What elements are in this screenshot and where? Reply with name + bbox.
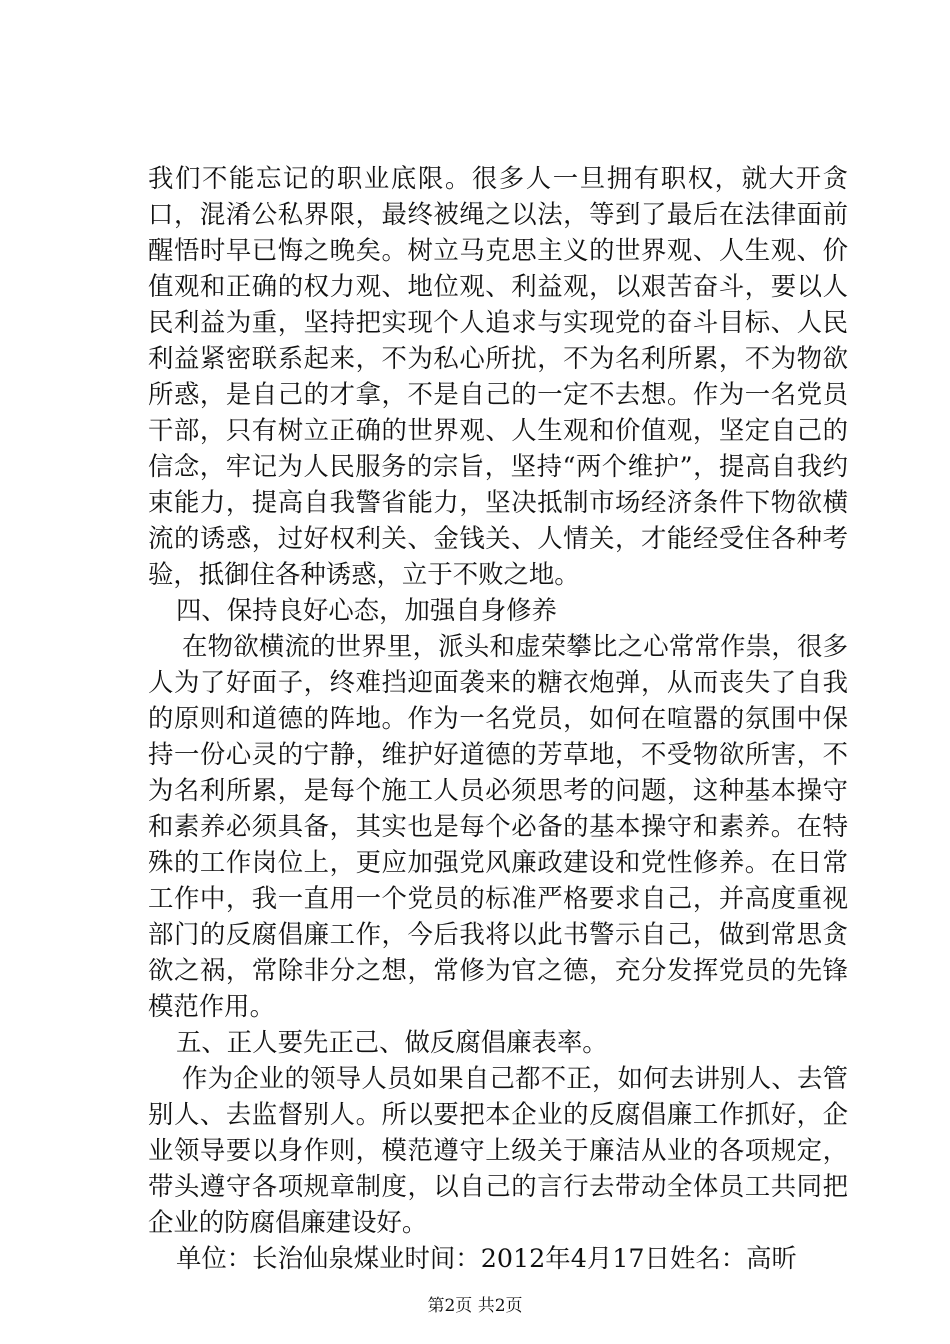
paragraph-mindset: 在物欲横流的世界里，派头和虚荣攀比之心常常作祟，很多人为了好面子，终难挡迎面袭来的糖衣炮弹，从而丧失了自我的原则和道德的阵地。作为一名党员，如何在喧嚣的氛围中保持一份心灵的宁静，维护好道德的芳草地，不受物欲所害，不为名利所累，是每个施工人员必须思考的问题，这种基本操守和素养必须具备，其实也是每个必备的基本操守和素养。在特殊的工作岗位上，更应加强党风廉政建设和党性修养。在日常工作中，我一直用一个党员的标准严格要求自己，并高度重视部门的反腐倡廉工作，今后我将以此书警示自己，做到常思贪欲之祸，常除非分之想，常修为官之德，充分发挥党员的先锋模范作用。 <box>148 631 848 1021</box>
paragraph-continuation: 我们不能忘记的职业底限。很多人一旦拥有职权，就大开贪口，混淆公私界限，最终被绳之以法，等到了最后在法律面前醒悟时早已悔之晚矣。树立马克思主义的世界观、人生观、价值观和正确的权力观、地位观、利益观，以艰苦奋斗，要以人民利益为重，坚持把实现个人追求与实现党的奋斗目标、人民利益紧密联系起来，不为私心所扰，不为名利所累，不为物欲所惑，是自己的才拿，不是自己的一定不去想。作为一名党员干部，只有树立正确的世界观、人生观和价值观，坚定自己的信念，牢记为人民服务的宗旨，坚持“两个维护”，提高自我约束能力，提高自我警省能力，坚决抵制市场经济条件下物欲横流的诱惑，过好权利关、金钱关、人情关，才能经受住各种考验，抵御住各种诱惑，立于不败之地。 <box>148 163 848 589</box>
signature-line: 单位：长治仙泉煤业时间：2012年4月17日姓名：高昕 <box>176 1243 797 1273</box>
section-heading-5: 五、正人要先正己、做反腐倡廉表率。 <box>176 1027 608 1057</box>
section-heading-4: 四、保持良好心态，加强自身修养 <box>176 595 557 625</box>
document-body <box>148 160 848 1276</box>
paragraph-leadership: 作为企业的领导人员如果自己都不正，如何去讲别人、去管别人、去监督别人。所以要把本企业的反腐倡廉工作抓好，企业领导要以身作则，模范遵守上级关于廉洁从业的各项规定，带头遵守各项规章制度，以自己的言行去带动全体员工共同把企业的防腐倡廉建设好。 <box>148 1063 848 1237</box>
page-footer: 第2页 共2页 <box>427 1296 523 1316</box>
